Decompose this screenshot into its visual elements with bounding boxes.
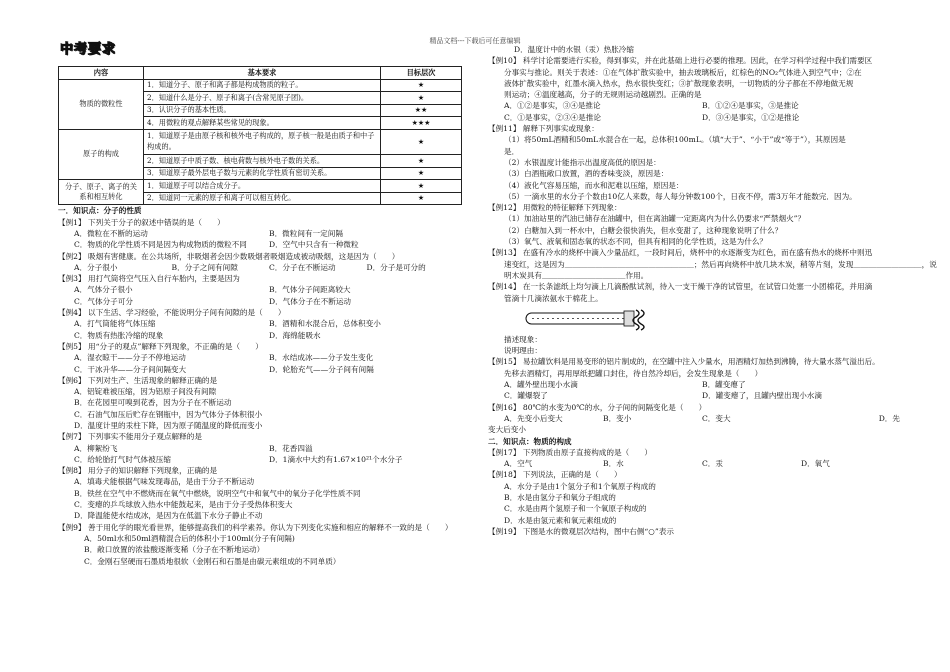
question-2: 【例2】 吸烟有害健康。在公共场所，非吸烟者会因少数吸烟者吸烟造成被动吸烟，这是因为（ ） xyxy=(58,251,400,261)
question-1: 【例1】 下列关于分子的叙述中错误的是（ ） xyxy=(58,217,225,227)
right-column xyxy=(488,44,937,537)
requirement-cell: 2．知道什么是分子、原子和离子(含常见原子团)。 xyxy=(144,92,381,105)
requirement-cell: 3．知道原子最外层电子数与元素的化学性质有密切关系。 xyxy=(144,167,381,180)
page-header: 精品文档---下载后可任意编辑 xyxy=(429,37,521,45)
question-8: 【例8】 用分子的知识解释下列现象，正确的是 xyxy=(58,466,218,476)
option-a: A．湿衣晾干——分子不停地运动 xyxy=(74,353,186,363)
option-c: C．分子在不断运动 xyxy=(269,262,336,272)
col-header-level: 目标层次 xyxy=(381,67,462,80)
option-d: D．温度计中的水银（汞）热胀冷缩 xyxy=(514,45,634,54)
level-cell: ★ xyxy=(381,92,462,105)
requirement-cell: 4．用微粒的观点解释某些常见的现象。 xyxy=(144,117,381,130)
sub-question: （3）白酒瓶敞口放置，酒的香味变淡，原因是： xyxy=(504,169,669,179)
option-d: D．海绵能吸水 xyxy=(269,330,321,340)
option-a: A．分子很小 xyxy=(74,262,118,272)
option-a: A．50ml水和50ml酒精混合后的体积小于100ml(分子有间隔) xyxy=(84,533,295,543)
test-tube-icon xyxy=(524,306,654,332)
options-row xyxy=(488,379,900,390)
question-14-line: 管滴十几滴浓氨水于棉花上。 xyxy=(504,293,603,303)
test-tube-figure xyxy=(488,304,900,334)
exam-requirements-banner: 中考要求 xyxy=(60,42,117,57)
question-10-line: 分事实与推论。则关于表述：①在气体扩散实验中，抽去玻璃板后，红棕色的NO₂气体进入到空气中；②在 xyxy=(504,67,862,77)
option-a: A．填毒犬能根据气味发现毒品，是由于分子不断运动 xyxy=(74,477,255,487)
requirement-cell: 1．知道原子是由原子核和核外电子构成的，原子核一般是由质子和中子构成的。 xyxy=(144,129,381,154)
options-row xyxy=(488,458,900,469)
option-b: B．变小 xyxy=(603,413,632,423)
question-16: 【例16】 80℃的水变为0℃的水，分子间的间隔变化是（ ） xyxy=(488,402,707,412)
option-c: C．汞 xyxy=(702,459,723,469)
table-row xyxy=(59,180,462,193)
requirement-cell: 1．知道分子、原子和离子都是构成物质的粒子。 xyxy=(144,79,381,92)
option-c: C．变瘪的乒乓球放入热水中能鼓起来，是由于分子受热体积变大 xyxy=(74,500,293,510)
options-row xyxy=(58,228,464,239)
options-row xyxy=(58,296,464,307)
requirement-cell: 2．知道原子中质子数、核电荷数与核外电子数的关系。 xyxy=(144,154,381,167)
option-a: A．气体分子很小 xyxy=(74,285,133,295)
option-d: D．氧气 xyxy=(801,459,830,469)
requirement-cell: 1．知道原子可以结合成分子。 xyxy=(144,180,381,193)
option-c: C．给轮胎打气时气体被压缩 xyxy=(74,454,171,464)
level-cell: ★★★ xyxy=(381,117,462,130)
col-header-requirement: 基本要求 xyxy=(144,67,381,80)
option-d: D．分子是可分的 xyxy=(366,262,426,272)
option-a: A．柳絮纷飞 xyxy=(74,443,118,453)
option-d: D．温度计里的汞柱下降，因为原子随温度的降低而变小 xyxy=(74,420,263,430)
question-10-line: 则运动；④温度越高，分子的无规则运动越剧烈。正确的是 xyxy=(504,90,702,100)
option-b: B．在花园里可嗅到花香，因为分子在不断运动 xyxy=(74,398,232,408)
reason-label: 说明理由： xyxy=(504,346,542,356)
question-14: 【例14】 在一长条滤纸上均匀滴上几滴酚酞试剂，待入一支干燥干净的试管里，在试管口处塞一小团棉花，并用滴 xyxy=(488,282,873,292)
question-7: 【例7】 下列事实不能用分子观点解释的是 xyxy=(58,432,202,442)
question-9: 【例9】 善于用化学的眼光看世界，能够提高我们的科学素养。你认为下列变化实施和相应的解释不一致的是（ ） xyxy=(58,522,453,532)
level-cell: ★ xyxy=(381,79,462,92)
option-d: D．空气中只含有一种微粒 xyxy=(269,240,359,250)
option-a: A．先变小后变大 xyxy=(504,413,563,423)
option-d: D．降温能使水结成冰，是因为在低温下水分子静止不动 xyxy=(74,511,263,521)
level-cell: ★ xyxy=(381,154,462,167)
options-row xyxy=(58,239,464,250)
question-11: 【例11】 解释下列事实或现象： xyxy=(488,124,599,134)
question-15: 【例15】 易拉罐饮料是用易变形的铝片制成的，在空罐中注入少量水，用酒精灯加热到沸腾，待大量水蒸气溢出后。 xyxy=(488,357,880,367)
option-c: C．气体分子可分 xyxy=(74,296,133,306)
option-b: B．微粒间有一定间隔 xyxy=(269,228,343,238)
option-d: D．水是由氢元素和氧元素组成的 xyxy=(504,515,617,525)
option-b: B．水结成冰——分子发生变化 xyxy=(269,353,374,363)
table-row xyxy=(59,79,462,92)
category-cell: 原子的构成 xyxy=(59,129,144,179)
sub-question: （2）白糖加入到一杯水中，白糖会很快消失，但水变甜了，这种现象说明了什么？ xyxy=(504,225,783,235)
options-row xyxy=(58,284,464,295)
option-d: D．先 xyxy=(878,413,900,423)
sub-question: （2）水银温度计能指示出温度高低的原因是： xyxy=(504,157,661,167)
option-b: B．①②④是事实，③是推论 xyxy=(702,101,799,111)
question-13: 【例13】 在盛有冷水的烧杯中滴入少量品红，一段时间后，烧杯中的水逐渐变为红色，而在盛有热水的烧杯中则迅 xyxy=(488,248,873,258)
option-a: A．微粒在不断的运动 xyxy=(74,228,148,238)
options-row xyxy=(58,318,464,329)
option-a: A．铝锭难被压缩，因为铝原子间没有间隙 xyxy=(74,387,217,397)
question-19: 【例19】 下图是水的微观层次结构，图中右侧“○”表示 xyxy=(488,526,674,536)
sub-question-tail: 是． xyxy=(504,146,520,156)
options-row xyxy=(488,100,900,111)
question-13-line: 速变红，这是因为＿＿＿＿＿＿＿＿＿＿＿＿＿＿＿＿＿；然后再向烧杯中放几块木炭，稍等片刻，发现＿＿＿＿＿＿＿＿＿，说 xyxy=(504,259,937,269)
option-b: B．分子之间有间隙 xyxy=(171,262,238,272)
option-b: B．铁丝在空气中不燃烧而在氧气中燃烧，说明空气中和氧气中的氧分子化学性质不同 xyxy=(74,488,361,498)
section-heading: 二．知识点：物质的构成 xyxy=(488,436,572,446)
requirement-cell: 3．认识分子的基本性质。 xyxy=(144,104,381,117)
level-cell: ★★ xyxy=(381,104,462,117)
options-row xyxy=(58,454,464,465)
option-a: A．罐外壁出现小水滴 xyxy=(504,380,578,390)
option-c: C．变大 xyxy=(702,413,731,423)
category-cell: 分子、原子、离子的关系和相互转化 xyxy=(59,180,144,205)
option-a: A．水分子是由1个氢分子和1个氧原子构成的 xyxy=(504,481,656,491)
options-row xyxy=(58,330,464,341)
table-header-row xyxy=(59,67,462,80)
option-d: D．罐变瘪了，且罐内壁出现小水滴 xyxy=(702,391,822,401)
table-row xyxy=(59,129,462,154)
option-b: B．敞口放置的浓盐酸逐渐变稀（分子在不断地运动） xyxy=(84,545,265,555)
option-c: C．罐爆裂了 xyxy=(504,391,548,401)
option-a: A．打气筒能将气体压缩 xyxy=(74,319,156,329)
option-d: D．轮胎充气——分子间有间隔 xyxy=(269,364,374,374)
option-b: B．气体分子间距离较大 xyxy=(269,285,351,295)
question-13-line: 明木炭具有＿＿＿＿＿＿＿＿＿＿＿作用。 xyxy=(504,270,649,280)
option-c: C．石油气加压后贮存在钢瓶中，因为气体分子体积很小 xyxy=(74,409,263,419)
question-6: 【例6】 下列对生产、生活现象的解释正确的是 xyxy=(58,375,218,385)
option-d: D．气体分子在不断运动 xyxy=(269,296,352,306)
question-4: 【例4】 以下生活、学习经验，不能说明分子间有间隙的是（ ） xyxy=(58,308,286,318)
requirement-cell: 2．知道同一元素的原子和离子可以相互转化。 xyxy=(144,192,381,205)
sub-question: （5）一滴水里的水分子个数由10亿人来数，每人每分钟数100个，日夜不停，需3万年才能数完．因为。 xyxy=(504,191,857,201)
question-10: 【例10】 科学讨论需要进行实验，得到事实，并在此基础上进行必要的推理。因此，在学习科学过程中我们需要区 xyxy=(488,56,873,66)
col-header-content: 内容 xyxy=(59,67,144,80)
left-column xyxy=(58,44,464,567)
requirements-table xyxy=(58,66,462,205)
options-row xyxy=(488,112,900,123)
option-c: C．干冰升华——分子间间隔变大 xyxy=(74,364,187,374)
option-c: C．金刚石坚硬而石墨质地很软（金刚石和石墨是由碳元素组成的不同单质） xyxy=(84,556,341,566)
sub-question: （1）将50mL酒精和50mL水混合在一起，总体积100mL。（填“大于”、“小于”或“等于”），其原因是 xyxy=(504,135,846,145)
options-row xyxy=(58,443,464,454)
option-c: C．物质的化学性质不同是因为构成物质的微粒不同 xyxy=(74,240,247,250)
question-12: 【例12】 用微粒的特征解释下列现象： xyxy=(488,203,622,213)
question-3: 【例3】 用打气筒将空气压入自行车胎内，主要是因为 xyxy=(58,274,240,284)
option-d: D．1滴水中大约有1.67×10²¹个水分子 xyxy=(269,454,403,464)
question-17: 【例17】 下列物质由原子直接构成的是（ ） xyxy=(488,447,652,457)
category-cell: 物质的微粒性 xyxy=(59,79,144,129)
level-cell: ★ xyxy=(381,192,462,205)
section-heading: 一．知识点：分子的性质 xyxy=(58,206,142,216)
options-row xyxy=(58,262,464,273)
level-cell: ★ xyxy=(381,167,462,180)
question-5: 【例5】 用“分子的观点”解释下列现象，不正确的是（ ） xyxy=(58,341,263,351)
option-b: B．罐变瘪了 xyxy=(702,380,746,390)
sub-question: （4）液化气容易压缩，而水和泥难以压缩，原因是： xyxy=(504,180,684,190)
option-d: D．③④是事实，①②是推论 xyxy=(702,112,800,122)
options-row xyxy=(58,352,464,363)
options-row xyxy=(488,413,900,424)
level-cell: ★ xyxy=(381,180,462,193)
options-row xyxy=(58,364,464,375)
level-cell: ★ xyxy=(381,129,462,154)
option-a: A．①②是事实，③④是推论 xyxy=(504,101,601,111)
option-b: B．花香四溢 xyxy=(269,443,313,453)
option-b: B．水是由氢分子和氧分子组成的 xyxy=(504,492,616,502)
phenomenon-label: 描述现象： xyxy=(504,334,542,344)
options-row xyxy=(488,390,900,401)
option-c: C．①是事实，②③④是推论 xyxy=(504,112,601,122)
question-18: 【例18】 下列说法，正确的是（ ） xyxy=(488,470,622,480)
option-b: B．酒精和水混合后，总体积变小 xyxy=(269,319,381,329)
option-b: B．水 xyxy=(603,459,624,469)
option-c: C．物质有热胀冷缩的现象 xyxy=(74,330,164,340)
question-10-line: 液体扩散实验中，红墨水滴入热水，热水很快变红；③扩散现象表明，一切物质的分子都在不停地做无规 xyxy=(504,78,854,88)
option-c: C．水是由两个氢原子和一个氧原子构成的 xyxy=(504,504,647,514)
option-a: A．空气 xyxy=(504,459,533,469)
option-d-continued: 变大后变小 xyxy=(488,425,526,435)
sub-question: （1）加油站里的汽油已储存在油罐中，但在离油罐一定距离内为什么仍要求“严禁烟火”？ xyxy=(504,214,806,224)
sub-question: （3）氧气、液氧和固态氧的状态不同，但具有相同的化学性质，这是为什么？ xyxy=(504,237,768,247)
question-15-line: 先移去酒精灯，再用厚纸把罐口封住，待自然冷却后，会发生现象是（ ） xyxy=(504,368,763,378)
